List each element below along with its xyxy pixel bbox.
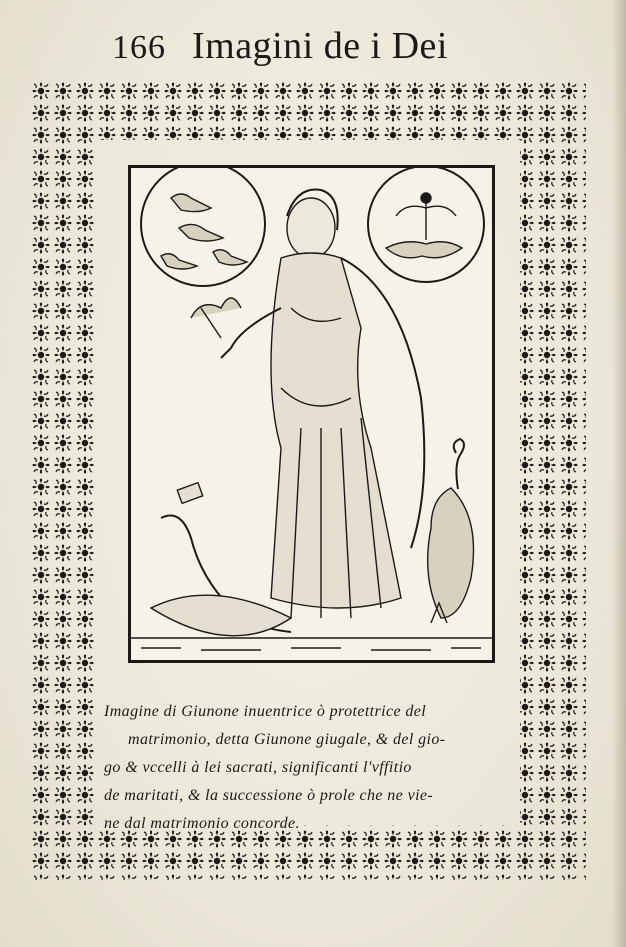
page-edge-shadow — [612, 0, 626, 947]
illustration-caption — [104, 698, 534, 838]
running-title: Imagini de i Dei — [192, 25, 448, 67]
caption-line: matrimonio, detta Giunone giugale, & del gio- — [128, 731, 446, 748]
page-number: 166 — [112, 29, 166, 66]
woodcut-illustration-juno — [128, 165, 495, 663]
caption-line: de maritati, & la successione ò prole che ne vie- — [104, 787, 434, 804]
page-header — [112, 24, 512, 74]
caption-line: go & vccelli à lei sacrati, significanti l'vffitio — [104, 759, 412, 776]
juno-figure-graphic — [131, 168, 492, 660]
caption-line: ne dal matrimonio concorde. — [104, 815, 300, 832]
caption-line: Imagine di Giunone inuentrice ò protettrice del — [104, 703, 427, 720]
